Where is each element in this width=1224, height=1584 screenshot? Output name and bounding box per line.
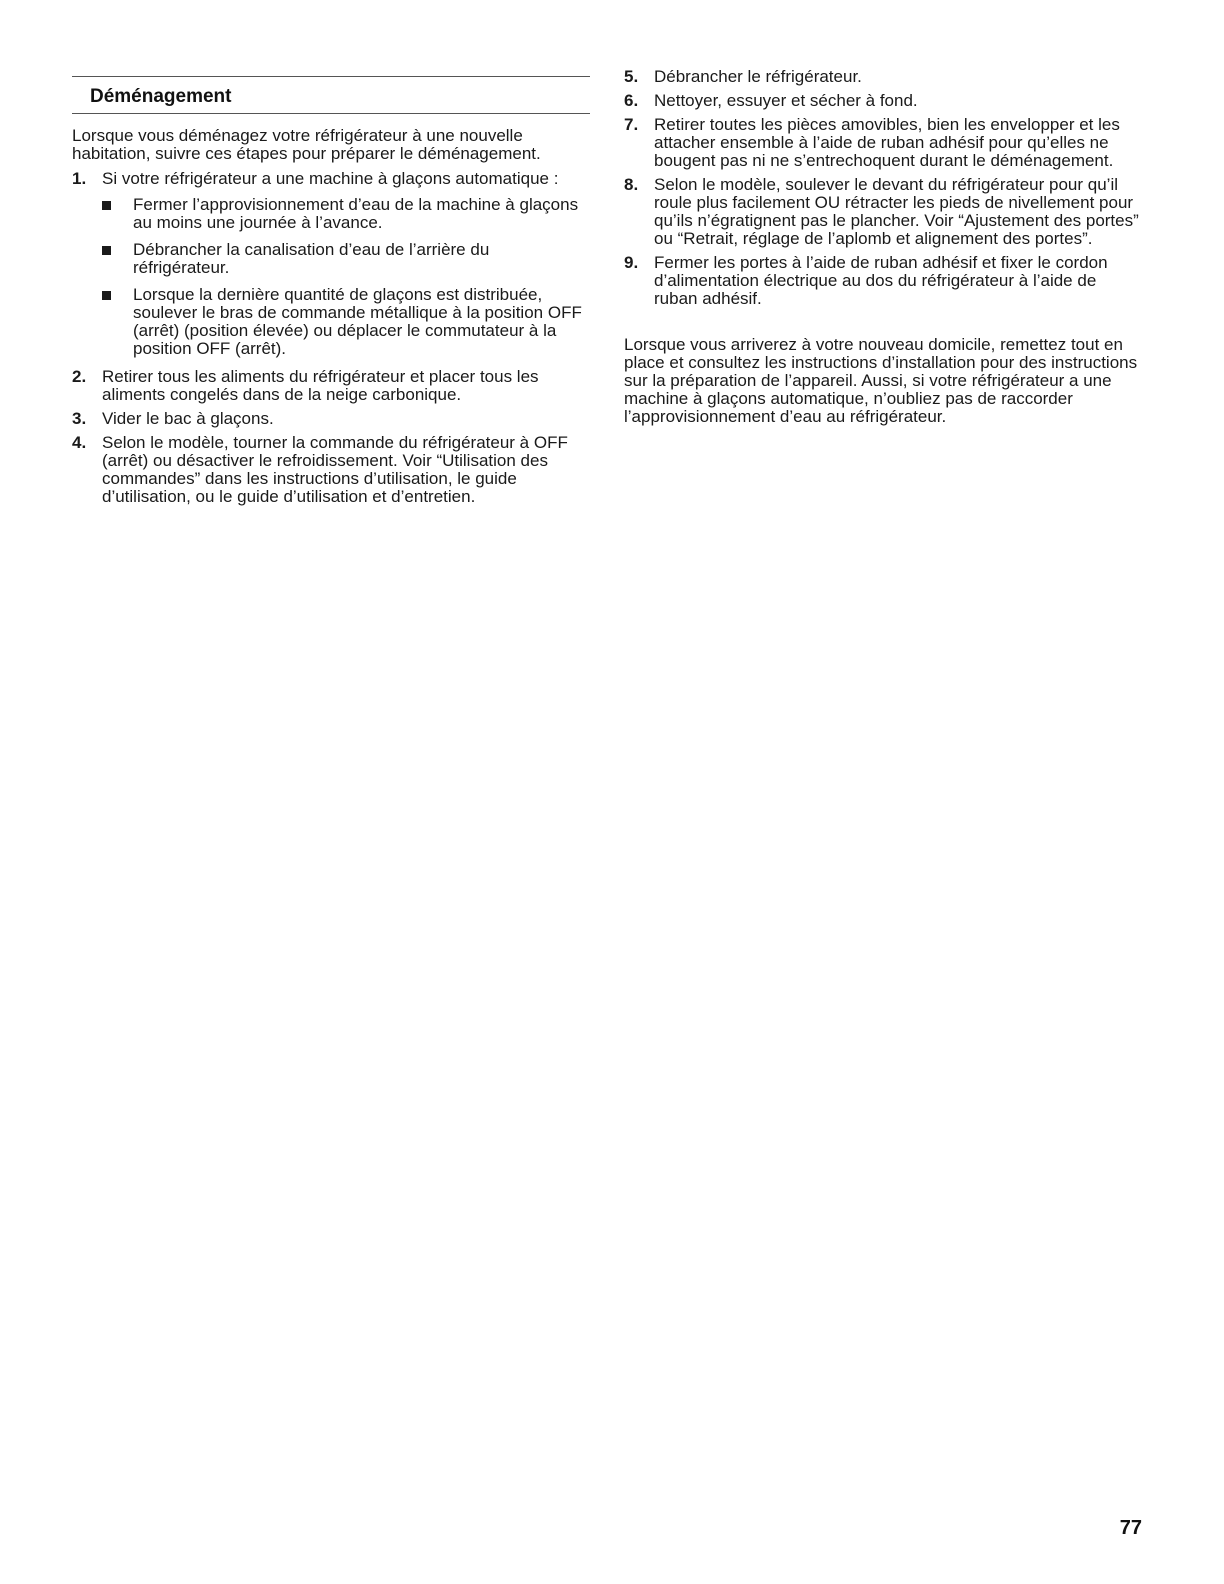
bullet-text: Fermer l’approvisionnement d’eau de la machine à glaçons au moins une journée à l’avance. [133, 195, 579, 232]
step-text: Nettoyer, essuyer et sécher à fond. [654, 91, 918, 110]
bullet-text: Lorsque la dernière quantité de glaçons est distribuée, soulever le bras de commande métallique à la position OFF (arrêt) (position élevée) ou déplacer le commutateur à la position OFF (arrêt). [133, 285, 582, 358]
step-number: 9. [624, 253, 639, 272]
step-4 [72, 434, 590, 506]
step-text: Si votre réfrigérateur a une machine à glaçons automatique : [102, 169, 559, 188]
step-text: Débrancher le réfrigérateur. [654, 67, 862, 86]
step-7 [624, 116, 1144, 170]
step-number: 7. [624, 115, 639, 134]
square-bullet-icon [102, 291, 111, 300]
step-text: Fermer les portes à l’aide de ruban adhésif et fixer le cordon d’alimentation électrique au dos du réfrigérateur à l’aide de ruban adhésif. [654, 253, 1108, 308]
page-number: 77 [1119, 1517, 1142, 1539]
section-title: Déménagement [90, 86, 232, 107]
step-number: 1. [72, 169, 87, 188]
step-3 [72, 410, 590, 428]
square-bullet-icon [102, 201, 111, 210]
step-9 [624, 254, 1144, 308]
step-2 [72, 368, 590, 404]
step-text: Retirer tous les aliments du réfrigérateur et placer tous les aliments congelés dans de la neige carbonique. [102, 367, 539, 404]
step-number: 8. [624, 175, 639, 194]
step-text: Selon le modèle, soulever le devant du réfrigérateur pour qu’il roule plus facilement OU rétracter les pieds de nivellement pour qu’ils n’égratignent pas le plancher. Voir “Ajustement des portes” ou “Retrait, réglage de l’aplomb et alignement des portes”. [654, 175, 1139, 248]
bullet-text: Débrancher la canalisation d’eau de l’arrière du réfrigérateur. [133, 240, 490, 277]
closing-paragraph: Lorsque vous arriverez à votre nouveau domicile, remettez tout en place et consultez les instructions d’installation pour des instructions sur la préparation de l’appareil. Aussi, si votre réfrigérateur a une machine à glaçons automatique, n’oubliez pas de raccorder l’approvisionnement d’eau au réfrigérateur. [624, 335, 1138, 426]
step-5 [624, 68, 1144, 86]
step-1 [72, 170, 590, 358]
step-6 [624, 92, 1144, 110]
step-text: Retirer toutes les pièces amovibles, bien les envelopper et les attacher ensemble à l’aide de ruban adhésif pour qu’elles ne bougent pas ni ne s’entrechoquent durant le déménagement. [654, 115, 1120, 170]
step-number: 6. [624, 91, 639, 110]
section-header [72, 76, 590, 114]
intro-paragraph: Lorsque vous déménagez votre réfrigérateur à une nouvelle habitation, suivre ces étapes pour préparer le déménagement. [72, 126, 541, 163]
step-number: 2. [72, 367, 87, 386]
bullet-item [102, 286, 590, 358]
square-bullet-icon [102, 246, 111, 255]
step-number: 4. [72, 433, 87, 452]
step-text: Selon le modèle, tourner la commande du réfrigérateur à OFF (arrêt) ou désactiver le refroidissement. Voir “Utilisation des commandes” dans les instructions d’utilisation, le guide d’utilisation, ou le guide d’utilisation et d’entretien. [102, 433, 568, 506]
step-number: 3. [72, 409, 87, 428]
step-8 [624, 176, 1144, 248]
step-1-bullets [102, 196, 590, 358]
step-number: 5. [624, 67, 639, 86]
bullet-item [102, 196, 590, 232]
steps-list-left [72, 170, 590, 512]
step-text: Vider le bac à glaçons. [102, 409, 274, 428]
steps-list-right [624, 68, 1144, 314]
bullet-item [102, 241, 590, 277]
